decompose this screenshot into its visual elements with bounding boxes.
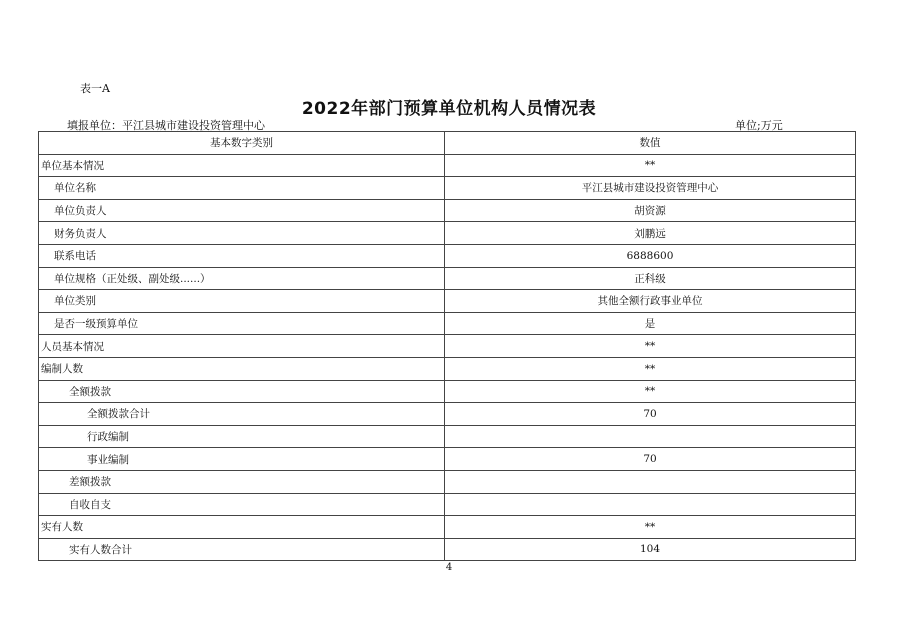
table-row — [39, 380, 856, 403]
table-row — [39, 470, 856, 493]
row-value: ** — [445, 516, 856, 539]
table-row — [39, 154, 856, 177]
row-value: 70 — [445, 403, 856, 426]
table-row — [39, 335, 856, 358]
table-row — [39, 222, 856, 245]
table-row — [39, 448, 856, 471]
table-row — [39, 357, 856, 380]
row-label: 单位规格（正处级、副处级......） — [39, 267, 445, 290]
row-value: 是 — [445, 312, 856, 335]
reporting-unit: 填报单位：平江县城市建设投资管理中心 — [67, 119, 265, 132]
row-label: 行政编制 — [39, 425, 445, 448]
table-row — [39, 516, 856, 539]
row-label: 自收自支 — [39, 493, 445, 516]
row-label: 人员基本情况 — [39, 335, 445, 358]
row-label: 编制人数 — [39, 357, 445, 380]
table-row — [39, 199, 856, 222]
row-value: 其他全额行政事业单位 — [445, 290, 856, 313]
table-header-row — [39, 132, 856, 155]
row-value: ** — [445, 357, 856, 380]
row-value: 6888600 — [445, 244, 856, 267]
row-value: ** — [445, 154, 856, 177]
table-row — [39, 290, 856, 313]
row-value: ** — [445, 380, 856, 403]
row-value: ** — [445, 335, 856, 358]
row-value — [445, 425, 856, 448]
table-row — [39, 177, 856, 200]
table-row — [39, 538, 856, 561]
table-row — [39, 425, 856, 448]
row-label: 单位类别 — [39, 290, 445, 313]
row-label: 全额拨款 — [39, 380, 445, 403]
row-label: 联系电话 — [39, 244, 445, 267]
row-value: 刘鹏远 — [445, 222, 856, 245]
row-value — [445, 470, 856, 493]
row-label: 单位名称 — [39, 177, 445, 200]
form-code: 表一A — [80, 82, 110, 95]
column-header-value: 数值 — [445, 132, 856, 155]
row-label: 是否一级预算单位 — [39, 312, 445, 335]
page-title: 2022年部门预算单位机构人员情况表 — [301, 99, 597, 119]
table-row — [39, 267, 856, 290]
row-value: 胡资源 — [445, 199, 856, 222]
row-label: 实有人数 — [39, 516, 445, 539]
row-label: 全额拨款合计 — [39, 403, 445, 426]
personnel-table — [38, 131, 856, 561]
row-value: 70 — [445, 448, 856, 471]
row-value: 104 — [445, 538, 856, 561]
table-row — [39, 493, 856, 516]
table-row — [39, 244, 856, 267]
row-label: 单位负责人 — [39, 199, 445, 222]
row-value: 正科级 — [445, 267, 856, 290]
amount-unit: 单位;万元 — [735, 119, 783, 132]
table-row — [39, 312, 856, 335]
row-label: 事业编制 — [39, 448, 445, 471]
row-label: 实有人数合计 — [39, 538, 445, 561]
row-value: 平江县城市建设投资管理中心 — [445, 177, 856, 200]
row-label: 差额拨款 — [39, 470, 445, 493]
page-number: 4 — [445, 562, 453, 573]
row-label: 财务负责人 — [39, 222, 445, 245]
column-header-category: 基本数字类别 — [39, 132, 445, 155]
row-label: 单位基本情况 — [39, 154, 445, 177]
table-row — [39, 403, 856, 426]
row-value — [445, 493, 856, 516]
